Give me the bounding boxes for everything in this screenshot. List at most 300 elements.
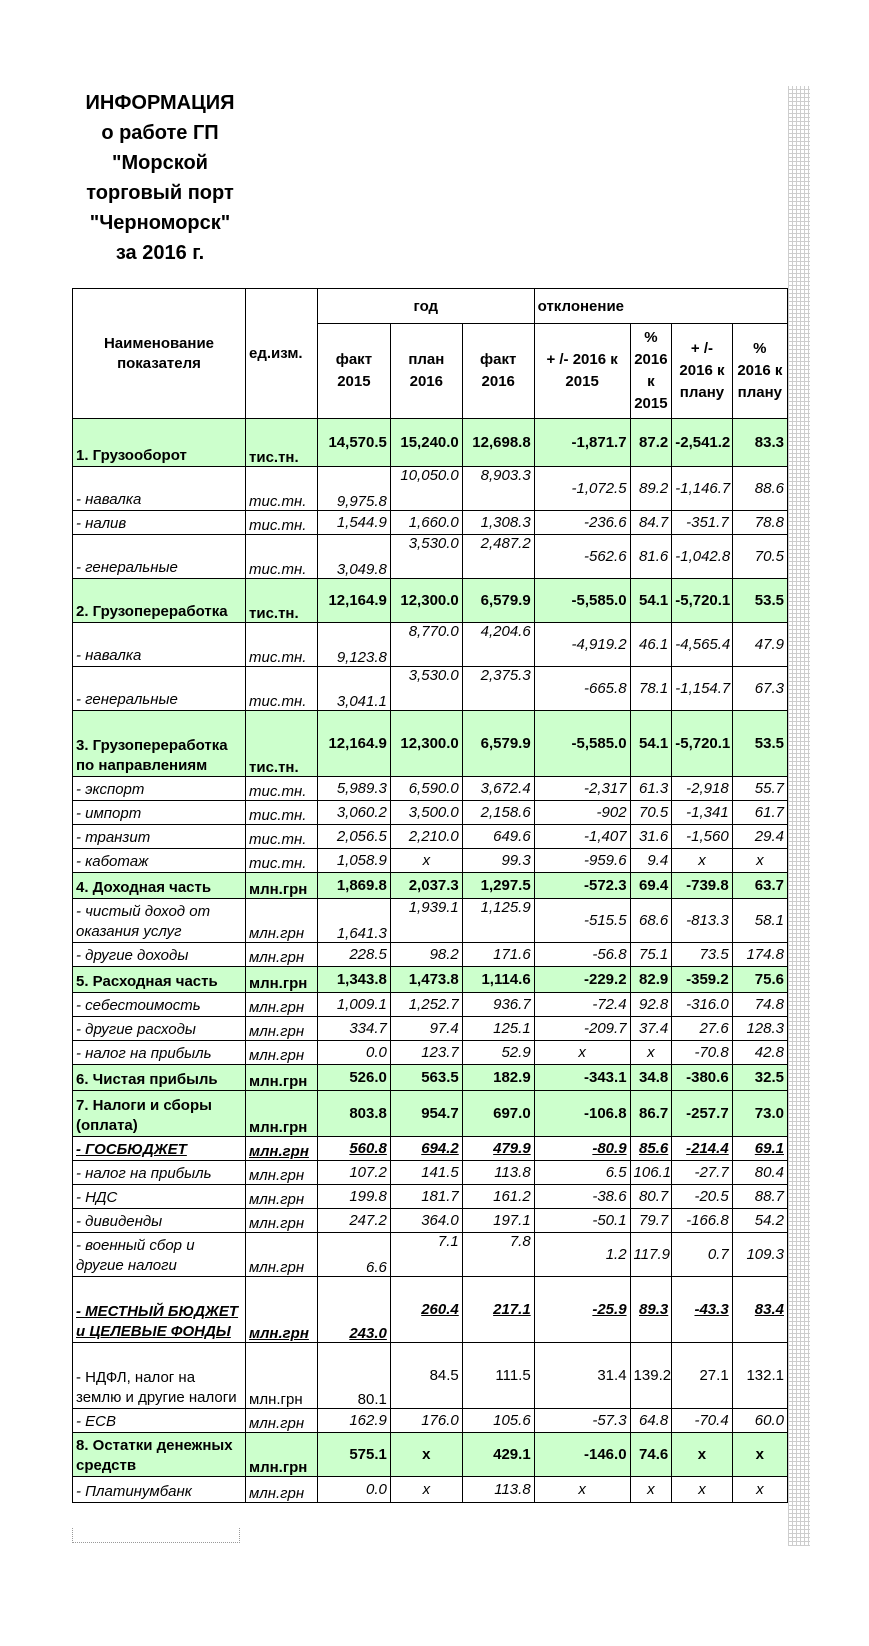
cell-value: 334.7 [317,1017,390,1041]
cell-value: 89.2 [630,467,672,511]
cell-value: 560.8 [317,1137,390,1161]
cell-value: 37.4 [630,1017,672,1041]
table-row [73,1185,788,1209]
cell-value: 10,050.0 [390,467,462,511]
row-unit: млн.грн [246,1137,318,1161]
cell-value: 67.3 [732,667,787,711]
header-col: план 2016 [390,324,462,419]
cell-value: 1,125.9 [462,899,534,943]
cell-value: 117.9 [630,1233,672,1277]
cell-value: 6.5 [534,1161,630,1185]
cell-value: -257.7 [672,1091,732,1137]
cell-value: 6,590.0 [390,777,462,801]
cell-value: -380.6 [672,1065,732,1091]
cell-value: 182.9 [462,1065,534,1091]
cell-value: -1,154.7 [672,667,732,711]
table-row [73,1137,788,1161]
cell-value: 92.8 [630,993,672,1017]
cell-value: 161.2 [462,1185,534,1209]
header-year: год [317,289,534,324]
cell-value: 199.8 [317,1185,390,1209]
cell-value: 6,579.9 [462,711,534,777]
cell-value: 83.4 [732,1277,787,1343]
row-name: - НДФЛ, налог на землю и другие налоги [73,1343,246,1409]
cell-value: 1,114.6 [462,967,534,993]
cell-value: 1,252.7 [390,993,462,1017]
cell-value: 3,041.1 [317,667,390,711]
table-row [73,825,788,849]
table-row [73,873,788,899]
table-row [73,1091,788,1137]
table-row [73,801,788,825]
cell-value: x [390,849,462,873]
row-unit: тис.тн. [246,623,318,667]
cell-value: 46.1 [630,623,672,667]
row-unit: тис.тн. [246,849,318,873]
cell-value: 9,975.8 [317,467,390,511]
row-name: 6. Чистая прибыль [73,1065,246,1091]
cell-value: 88.7 [732,1185,787,1209]
cell-value: 83.3 [732,419,787,467]
cell-value: 2,056.5 [317,825,390,849]
cell-value: 87.2 [630,419,672,467]
cell-value: 1,297.5 [462,873,534,899]
row-unit: млн.грн [246,899,318,943]
row-unit: тис.тн. [246,535,318,579]
cell-value: 107.2 [317,1161,390,1185]
row-unit: млн.грн [246,1209,318,1233]
cell-value: 63.7 [732,873,787,899]
cell-value: x [534,1477,630,1503]
cell-value: 3,530.0 [390,667,462,711]
row-name: - Платинумбанк [73,1477,246,1503]
row-unit: млн.грн [246,1277,318,1343]
cell-value: 575.1 [317,1433,390,1477]
cell-value: 12,300.0 [390,579,462,623]
row-name: - дивиденды [73,1209,246,1233]
cell-value: 1,308.3 [462,511,534,535]
row-name: 1. Грузооборот [73,419,246,467]
cell-value: 8,903.3 [462,467,534,511]
cell-value: -56.8 [534,943,630,967]
cell-value: 1,641.3 [317,899,390,943]
cell-value: 97.4 [390,1017,462,1041]
cell-value: 78.8 [732,511,787,535]
row-name: - чистый доход от оказания услуг [73,899,246,943]
cell-value: 42.8 [732,1041,787,1065]
cell-value: 81.6 [630,535,672,579]
cell-value: x [630,1041,672,1065]
cell-value: 1,544.9 [317,511,390,535]
cell-value: 1.2 [534,1233,630,1277]
cell-value: -5,585.0 [534,711,630,777]
cell-value: 1,343.8 [317,967,390,993]
cell-value: 9.4 [630,849,672,873]
cell-value: -4,565.4 [672,623,732,667]
cell-value: 3,060.2 [317,801,390,825]
row-name: - налог на прибыль [73,1041,246,1065]
cell-value: -1,871.7 [534,419,630,467]
cell-value: x [732,849,787,873]
row-name: - ЕСВ [73,1409,246,1433]
cell-value: 55.7 [732,777,787,801]
title-line: "Черноморск" [89,212,231,234]
cell-value: 89.3 [630,1277,672,1343]
cell-value: 1,660.0 [390,511,462,535]
cell-value: 85.6 [630,1137,672,1161]
cell-value: 429.1 [462,1433,534,1477]
cell-value: 73.0 [732,1091,787,1137]
cell-value: 75.6 [732,967,787,993]
cell-value: -43.3 [672,1277,732,1343]
cell-value: 74.6 [630,1433,672,1477]
row-name: - генеральные [73,667,246,711]
cell-value: -166.8 [672,1209,732,1233]
row-unit: млн.грн [246,1233,318,1277]
cell-value: 649.6 [462,825,534,849]
page-footer-stub [72,1528,240,1543]
row-name: - навалка [73,623,246,667]
row-name: - генеральные [73,535,246,579]
cell-value: 98.2 [390,943,462,967]
cell-value: 84.5 [390,1343,462,1409]
row-unit: тис.тн. [246,579,318,623]
row-unit: тис.тн. [246,801,318,825]
row-unit: млн.грн [246,873,318,899]
cell-value: 2,037.3 [390,873,462,899]
cell-value: 3,672.4 [462,777,534,801]
cell-value: x [732,1433,787,1477]
cell-value: 9,123.8 [317,623,390,667]
table-row [73,467,788,511]
cell-value: -229.2 [534,967,630,993]
header-col: факт 2015 [317,324,390,419]
cell-value: -1,407 [534,825,630,849]
cell-value: 29.4 [732,825,787,849]
cell-value: 6.6 [317,1233,390,1277]
row-unit: млн.грн [246,1161,318,1185]
cell-value: 86.7 [630,1091,672,1137]
cell-value: 82.9 [630,967,672,993]
row-name: - себестоимость [73,993,246,1017]
cell-value: 106.1 [630,1161,672,1185]
cell-value: -359.2 [672,967,732,993]
cell-value: -70.8 [672,1041,732,1065]
cell-value: 141.5 [390,1161,462,1185]
table-row [73,1017,788,1041]
cell-value: 12,164.9 [317,711,390,777]
table-row [73,899,788,943]
cell-value: -351.7 [672,511,732,535]
row-unit: млн.грн [246,1185,318,1209]
cell-value: 1,058.9 [317,849,390,873]
cell-value: 3,049.8 [317,535,390,579]
cell-value: 171.6 [462,943,534,967]
title-line: за 2016 г. [115,242,205,264]
row-name: - НДС [73,1185,246,1209]
cell-value: 217.1 [462,1277,534,1343]
cell-value: 70.5 [630,801,672,825]
row-name: - другие расходы [73,1017,246,1041]
cell-value: 2,210.0 [390,825,462,849]
row-name: - ГОСБЮДЖЕТ [73,1137,246,1161]
cell-value: 139.2 [630,1343,672,1409]
cell-value: 109.3 [732,1233,787,1277]
cell-value: -739.8 [672,873,732,899]
table-row [73,511,788,535]
cell-value: 125.1 [462,1017,534,1041]
row-name: - военный сбор и другие налоги [73,1233,246,1277]
header-col: факт 2016 [462,324,534,419]
table-row [73,1233,788,1277]
row-name: - каботаж [73,849,246,873]
cell-value: 0.0 [317,1041,390,1065]
cell-value: 8,770.0 [390,623,462,667]
cell-value: 27.6 [672,1017,732,1041]
row-unit: млн.грн [246,967,318,993]
cell-value: -209.7 [534,1017,630,1041]
table-row [73,993,788,1017]
cell-value: 60.0 [732,1409,787,1433]
table-row [73,1433,788,1477]
row-unit: млн.грн [246,993,318,1017]
header-col: % 2016 к плану [732,324,787,419]
cell-value: 99.3 [462,849,534,873]
title-line: о работе ГП [101,122,219,144]
cell-value: 15,240.0 [390,419,462,467]
cell-value: 162.9 [317,1409,390,1433]
cell-value: 12,698.8 [462,419,534,467]
row-unit: тис.тн. [246,419,318,467]
cell-value: 84.7 [630,511,672,535]
cell-value: 105.6 [462,1409,534,1433]
cell-value: -5,585.0 [534,579,630,623]
cell-value: -70.4 [672,1409,732,1433]
table-body [73,419,788,1503]
cell-value: x [534,1041,630,1065]
cell-value: 6,579.9 [462,579,534,623]
row-unit: млн.грн [246,1017,318,1041]
cell-value: -1,072.5 [534,467,630,511]
cell-value: 113.8 [462,1161,534,1185]
row-unit: тис.тн. [246,467,318,511]
row-unit: млн.грн [246,1041,318,1065]
table-row [73,1041,788,1065]
table-row [73,667,788,711]
cell-value: -72.4 [534,993,630,1017]
row-name: - налог на прибыль [73,1161,246,1185]
cell-value: 936.7 [462,993,534,1017]
cell-value: 58.1 [732,899,787,943]
cell-value: 1,939.1 [390,899,462,943]
cell-value: 7.8 [462,1233,534,1277]
cell-value: 14,570.5 [317,419,390,467]
title-line: ИНФОРМАЦИЯ [85,92,235,114]
cell-value: x [672,1477,732,1503]
cell-value: x [672,1433,732,1477]
table-row [73,1161,788,1185]
cell-value: -4,919.2 [534,623,630,667]
document-title [60,88,260,268]
cell-value: 0.0 [317,1477,390,1503]
cell-value: 79.7 [630,1209,672,1233]
cell-value: 31.4 [534,1343,630,1409]
cell-value: 88.6 [732,467,787,511]
row-name: 3. Грузопереработка по направлениям [73,711,246,777]
cell-value: 27.1 [672,1343,732,1409]
cell-value: 73.5 [672,943,732,967]
cell-value: 5,989.3 [317,777,390,801]
cell-value: 2,487.2 [462,535,534,579]
cell-value: 113.8 [462,1477,534,1503]
cell-value: 176.0 [390,1409,462,1433]
cell-value: -1,341 [672,801,732,825]
row-name: - экспорт [73,777,246,801]
cell-value: 52.9 [462,1041,534,1065]
cell-value: 68.6 [630,899,672,943]
cell-value: 228.5 [317,943,390,967]
cell-value: -2,541.2 [672,419,732,467]
cell-value: -572.3 [534,873,630,899]
header-col: % 2016 к 2015 [630,324,672,419]
cell-value: 80.1 [317,1343,390,1409]
cell-value: 31.6 [630,825,672,849]
cell-value: 64.8 [630,1409,672,1433]
cell-value: 80.4 [732,1161,787,1185]
cell-value: -902 [534,801,630,825]
cell-value: 132.1 [732,1343,787,1409]
table-row [73,1065,788,1091]
cell-value: -236.6 [534,511,630,535]
table-row [73,711,788,777]
cell-value: 69.1 [732,1137,787,1161]
cell-value: 69.4 [630,873,672,899]
cell-value: 111.5 [462,1343,534,1409]
cell-value: 54.1 [630,711,672,777]
cell-value: 4,204.6 [462,623,534,667]
row-unit: млн.грн [246,1343,318,1409]
cell-value: -1,042.8 [672,535,732,579]
cell-value: 694.2 [390,1137,462,1161]
cell-value: 0.7 [672,1233,732,1277]
cell-value: 1,869.8 [317,873,390,899]
table-row [73,1343,788,1409]
row-name: 7. Налоги и сборы (оплата) [73,1091,246,1137]
row-unit: млн.грн [246,1477,318,1503]
row-name: 2. Грузопереработка [73,579,246,623]
row-unit: тис.тн. [246,667,318,711]
cell-value: 1,473.8 [390,967,462,993]
cell-value: -214.4 [672,1137,732,1161]
cell-value: -343.1 [534,1065,630,1091]
cell-value: 7.1 [390,1233,462,1277]
cell-value: -2,918 [672,777,732,801]
table-row [73,535,788,579]
cell-value: 3,530.0 [390,535,462,579]
table-row [73,1209,788,1233]
row-unit: млн.грн [246,1409,318,1433]
row-name: 5. Расходная часть [73,967,246,993]
cell-value: -1,146.7 [672,467,732,511]
cell-value: -2,317 [534,777,630,801]
cell-value: 32.5 [732,1065,787,1091]
cell-value: -316.0 [672,993,732,1017]
row-unit: млн.грн [246,1091,318,1137]
header-deviation: отклонение [534,289,787,324]
table-row [73,1409,788,1433]
row-name: - импорт [73,801,246,825]
cell-value: -50.1 [534,1209,630,1233]
cell-value: 803.8 [317,1091,390,1137]
cell-value: -20.5 [672,1185,732,1209]
cell-value: 53.5 [732,711,787,777]
cell-value: x [630,1477,672,1503]
cell-value: 70.5 [732,535,787,579]
row-name: - транзит [73,825,246,849]
cell-value: x [732,1477,787,1503]
cell-value: -5,720.1 [672,711,732,777]
header-col: + /- 2016 к плану [672,324,732,419]
cell-value: 2,375.3 [462,667,534,711]
cell-value: 181.7 [390,1185,462,1209]
cell-value: 53.5 [732,579,787,623]
title-line: торговый порт [86,182,234,204]
title-line: "Морской [112,152,208,174]
cell-value: -38.6 [534,1185,630,1209]
header-col: + /- 2016 к 2015 [534,324,630,419]
row-unit: тис.тн. [246,825,318,849]
cell-value: 75.1 [630,943,672,967]
cell-value: -106.8 [534,1091,630,1137]
row-name: 8. Остатки денежных средств [73,1433,246,1477]
cell-value: 260.4 [390,1277,462,1343]
cell-value: -515.5 [534,899,630,943]
header-unit: ед.изм. [246,289,318,419]
cell-value: -25.9 [534,1277,630,1343]
cell-value: -146.0 [534,1433,630,1477]
cell-value: -665.8 [534,667,630,711]
cell-value: 197.1 [462,1209,534,1233]
cell-value: 54.2 [732,1209,787,1233]
cell-value: -813.3 [672,899,732,943]
cell-value: -1,560 [672,825,732,849]
cell-value: x [390,1433,462,1477]
cell-value: 243.0 [317,1277,390,1343]
cell-value: -959.6 [534,849,630,873]
row-name: - другие доходы [73,943,246,967]
cell-value: 563.5 [390,1065,462,1091]
cell-value: 61.3 [630,777,672,801]
table-row [73,623,788,667]
cell-value: -5,720.1 [672,579,732,623]
row-unit: тис.тн. [246,711,318,777]
cell-value: 54.1 [630,579,672,623]
cell-value: 34.8 [630,1065,672,1091]
cell-value: 123.7 [390,1041,462,1065]
cell-value: 61.7 [732,801,787,825]
table-row [73,1277,788,1343]
cell-value: 364.0 [390,1209,462,1233]
row-unit: тис.тн. [246,511,318,535]
cell-value: x [672,849,732,873]
row-name: 4. Доходная часть [73,873,246,899]
table-row [73,849,788,873]
cell-value: 128.3 [732,1017,787,1041]
table-row [73,777,788,801]
cell-value: -27.7 [672,1161,732,1185]
row-name: - МЕСТНЫЙ БЮДЖЕТ и ЦЕЛЕВЫЕ ФОНДЫ [73,1277,246,1343]
cell-value: 954.7 [390,1091,462,1137]
